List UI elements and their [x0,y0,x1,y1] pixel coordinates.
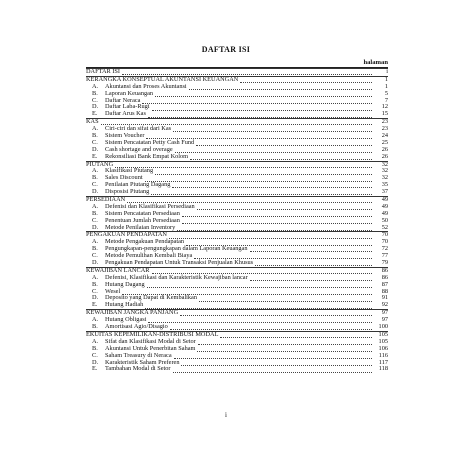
dot-leader [169,233,372,239]
toc-item-number: B. [92,245,98,253]
toc-entry-label: Penilaian Piutang Dagang [105,181,171,189]
toc-page-number: 24 [381,132,388,139]
dot-leader [155,169,372,175]
toc-page-number: 116 [378,351,388,359]
toc-page-number: 49 [381,202,388,210]
toc-page-number: 106 [378,344,388,352]
toc-entry-label: Daftar Neraca [105,96,141,104]
toc-entry-label: KERANGKA KONSEPTUAL AKUNTANSI KEUANGAN [86,75,239,83]
toc-entry-label: Hutang Dagang [105,280,145,288]
toc-page-number: 79 [381,259,388,267]
toc-entry-label: EKUITAS KEPEMILIKAN-DISTRIBUSI MODAL [86,330,219,338]
toc-page-number: 12 [381,103,388,111]
toc-item-number: B. [92,209,98,217]
toc-item-number: C. [92,252,98,260]
toc-page-number: 32 [381,174,388,182]
toc-item-number: A. [92,125,99,133]
toc-entry-label: Sales Discount [105,174,143,182]
toc-page-number: 1 [384,75,388,83]
toc-entry-label: Daftar Arus Kas [105,110,146,118]
dot-leader [173,367,373,373]
toc-item-row[interactable] [86,282,388,289]
toc-item-number: A. [92,337,99,345]
toc-page-number: 87 [381,280,388,288]
toc-page-number: 70 [381,238,388,246]
toc-entry-label: DAFTAR ISI [86,67,120,75]
toc-entry-label: Amortisasi Agio/Disagio [105,323,168,331]
toc-item-number: D. [92,103,99,111]
toc-entry-label: PENGAKUAN PENDAPATAN [86,231,167,239]
dot-leader [181,360,372,366]
toc-page-number: 32 [381,160,388,168]
toc-item-number: A. [92,167,99,175]
toc-item-number: A. [92,273,99,281]
toc-item-number: B. [92,174,98,182]
toc-entry-label: Sifat dan Klasifikasi Modal di Setor [105,337,196,345]
toc-item-number: A. [92,202,99,210]
dot-leader [145,176,372,182]
toc-page-number: 32 [381,167,388,175]
toc-entry-label: Disposisi Piutang [105,188,150,196]
toc-page-number: 97 [381,316,388,324]
toc-item-row[interactable] [86,260,388,267]
toc-entry-label: KAS [86,118,99,126]
toc-item-number: B. [92,323,98,331]
toc-entry-label: Ciri-ciri dan sifat dari Kas [105,125,172,133]
toc-item-number: B. [92,280,98,288]
toc-page-number: 52 [381,223,388,231]
toc-entry-label: Sistem Pencatatan Persediaan [105,209,180,217]
dot-leader [177,225,372,231]
dot-leader [190,154,372,160]
toc-item-number: B. [92,89,98,97]
dot-leader [175,147,372,153]
toc-item-row[interactable] [86,366,388,373]
dot-leader [250,276,372,282]
toc-page-number: 7 [384,96,388,104]
toc-item-number: C. [92,287,98,295]
dot-leader [148,318,372,324]
dot-leader [182,212,372,218]
toc-page-number: 15 [381,110,388,118]
dot-leader [173,127,372,133]
dot-leader [142,98,372,104]
toc-entry-label: Pengakuan Pendapatan Untuk Transaksi Penjualan Khusus [105,259,254,267]
toc-entry-label: Defenisi, Klasifikasi dan Karakteristik Kewajiban lancar [105,273,248,281]
toc-entry-label: Klasifikasi Piutang [105,167,154,175]
toc-page-number: 72 [381,245,388,253]
table-of-contents [86,68,388,373]
toc-page-number: 49 [381,196,388,204]
toc-entry-label: Wesel [105,287,121,295]
toc-item-number: D. [92,145,99,153]
dot-leader [220,333,372,339]
toc-page-number: 105 [378,337,388,345]
toc-page-number: 23 [381,125,388,133]
toc-entry-label: Sistem Pencatatan Petty Cash Fund [105,138,195,146]
toc-page-number: 77 [381,252,388,260]
toc-page-number: 88 [381,287,388,295]
toc-entry-label: Laporan Keuangan [105,89,154,97]
dot-leader [155,91,372,97]
toc-page-number: 70 [381,231,388,239]
toc-page-number: 26 [381,145,388,153]
toc-entry-label: KEWAJIBAN JANGKA PANJANG [86,309,179,317]
toc-item-number: A. [92,82,99,90]
toc-entry-label: Metode Pemulihan Kembali Biaya [105,252,193,260]
toc-entry-label: PERSEDIAAN [86,196,126,204]
toc-page-number: 49 [381,209,388,217]
toc-page-number: 92 [381,301,388,309]
dot-leader [196,141,372,147]
toc-entry-label: PIUTANG [86,160,114,168]
toc-entry-label: Deposito yang Dapat di Kembalikan [105,294,197,302]
toc-page-number: 37 [381,188,388,196]
toc-page-number: 23 [381,118,388,126]
toc-page-number: 86 [381,266,388,274]
toc-item-number: D. [92,294,99,302]
toc-item-row[interactable] [86,324,388,331]
toc-page-number: 91 [381,294,388,302]
dot-leader [199,296,372,302]
toc-item-number: E. [92,152,98,160]
toc-page-number: 117 [378,358,388,366]
toc-item-number: E. [92,365,98,373]
toc-entry-label: Sistem Voucher [105,132,145,139]
page-number: i [225,411,227,419]
toc-page-number: 1 [384,82,388,90]
toc-item-number: B. [92,344,98,352]
toc-item-number: D. [92,358,99,366]
toc-item-number: C. [92,216,98,224]
toc-entry-label: Defenisi dan Klasifikasi Persediaan [105,202,195,210]
toc-entry-label: Metode Penilaian Inventory [105,223,176,231]
dot-leader [115,162,372,168]
toc-entry-label: Pengungkapan-pengungkapan dalam Laporan Keuangan [105,245,248,253]
dot-leader [255,261,372,267]
dot-leader [122,70,372,76]
toc-entry-label: Saham Treasury di Neraca [105,351,172,359]
toc-item-row[interactable] [86,189,388,196]
toc-item-number: E. [92,301,98,309]
toc-item-row[interactable] [86,302,388,309]
toc-page-number: 25 [381,138,388,146]
dot-leader [152,105,372,111]
toc-entry-label: KEWAJIBAN LANCAR [86,266,150,274]
toc-entry-label: Rekonsiliasi Bank Empat Kolom [105,152,189,160]
toc-item-row[interactable] [86,154,388,161]
toc-entry-label: Metode Pengakuan Pendapatan [105,238,185,246]
toc-item-number: C. [92,138,98,146]
toc-section-row[interactable] [86,68,388,76]
toc-entry-label: Hutang Hadiah [105,301,144,309]
dot-leader [174,353,372,359]
dot-leader [151,190,372,196]
dot-leader [197,205,372,211]
toc-entry-label: Hutang Obligasi [105,316,147,324]
toc-entry-label: Akuntansi dan Proses Akuntansi [105,82,187,90]
toc-page-number: 105 [378,330,388,338]
toc-page-number: i [386,67,388,75]
toc-entry-label: Cash shortage and overage [105,145,173,153]
toc-entry-label: Akuntansi Untuk Penerbitan Saham [105,344,196,352]
toc-page-number: 35 [381,181,388,189]
toc-page-number: 100 [378,323,388,331]
dot-leader [148,112,372,118]
dot-leader [198,340,372,346]
dot-leader [180,311,372,317]
toc-item-number: A. [92,238,99,246]
toc-item-number: A. [92,316,99,324]
dot-leader [172,183,372,189]
toc-page-number: 118 [378,365,388,373]
toc-page-number: 97 [381,309,388,317]
dot-leader [145,303,372,309]
toc-entry-label: Tambahan Modal di Setor [105,365,171,373]
toc-page-number: 5 [384,89,388,97]
toc-page-number: 50 [381,216,388,224]
toc-item-number: E. [92,110,98,118]
dot-leader [182,218,372,224]
toc-page-number: 86 [381,273,388,281]
toc-page-number: 26 [381,152,388,160]
dot-leader [250,247,372,253]
toc-entry-label: Daftar Laba-Rugi [105,103,150,111]
toc-item-number: D. [92,259,99,267]
toc-entry-label: Penentuan Jumlah Persediaan [105,216,180,224]
dot-leader [189,84,372,90]
toc-item-row[interactable] [86,111,388,118]
toc-item-number: C. [92,181,98,189]
toc-entry-label: Karakteristik Saham Preferen [105,358,180,366]
dot-leader [147,282,372,288]
toc-item-number: C. [92,96,98,104]
toc-item-number: D. [92,188,99,196]
toc-item-number: B. [92,132,98,139]
page-column-label: halaman [363,59,388,66]
toc-item-number: C. [92,351,98,359]
toc-item-number: D. [92,223,99,231]
toc-item-row[interactable] [86,225,388,232]
dot-leader [240,78,372,84]
dot-leader [170,325,372,331]
page-title: DAFTAR ISI [201,45,251,54]
dot-leader [197,346,372,352]
